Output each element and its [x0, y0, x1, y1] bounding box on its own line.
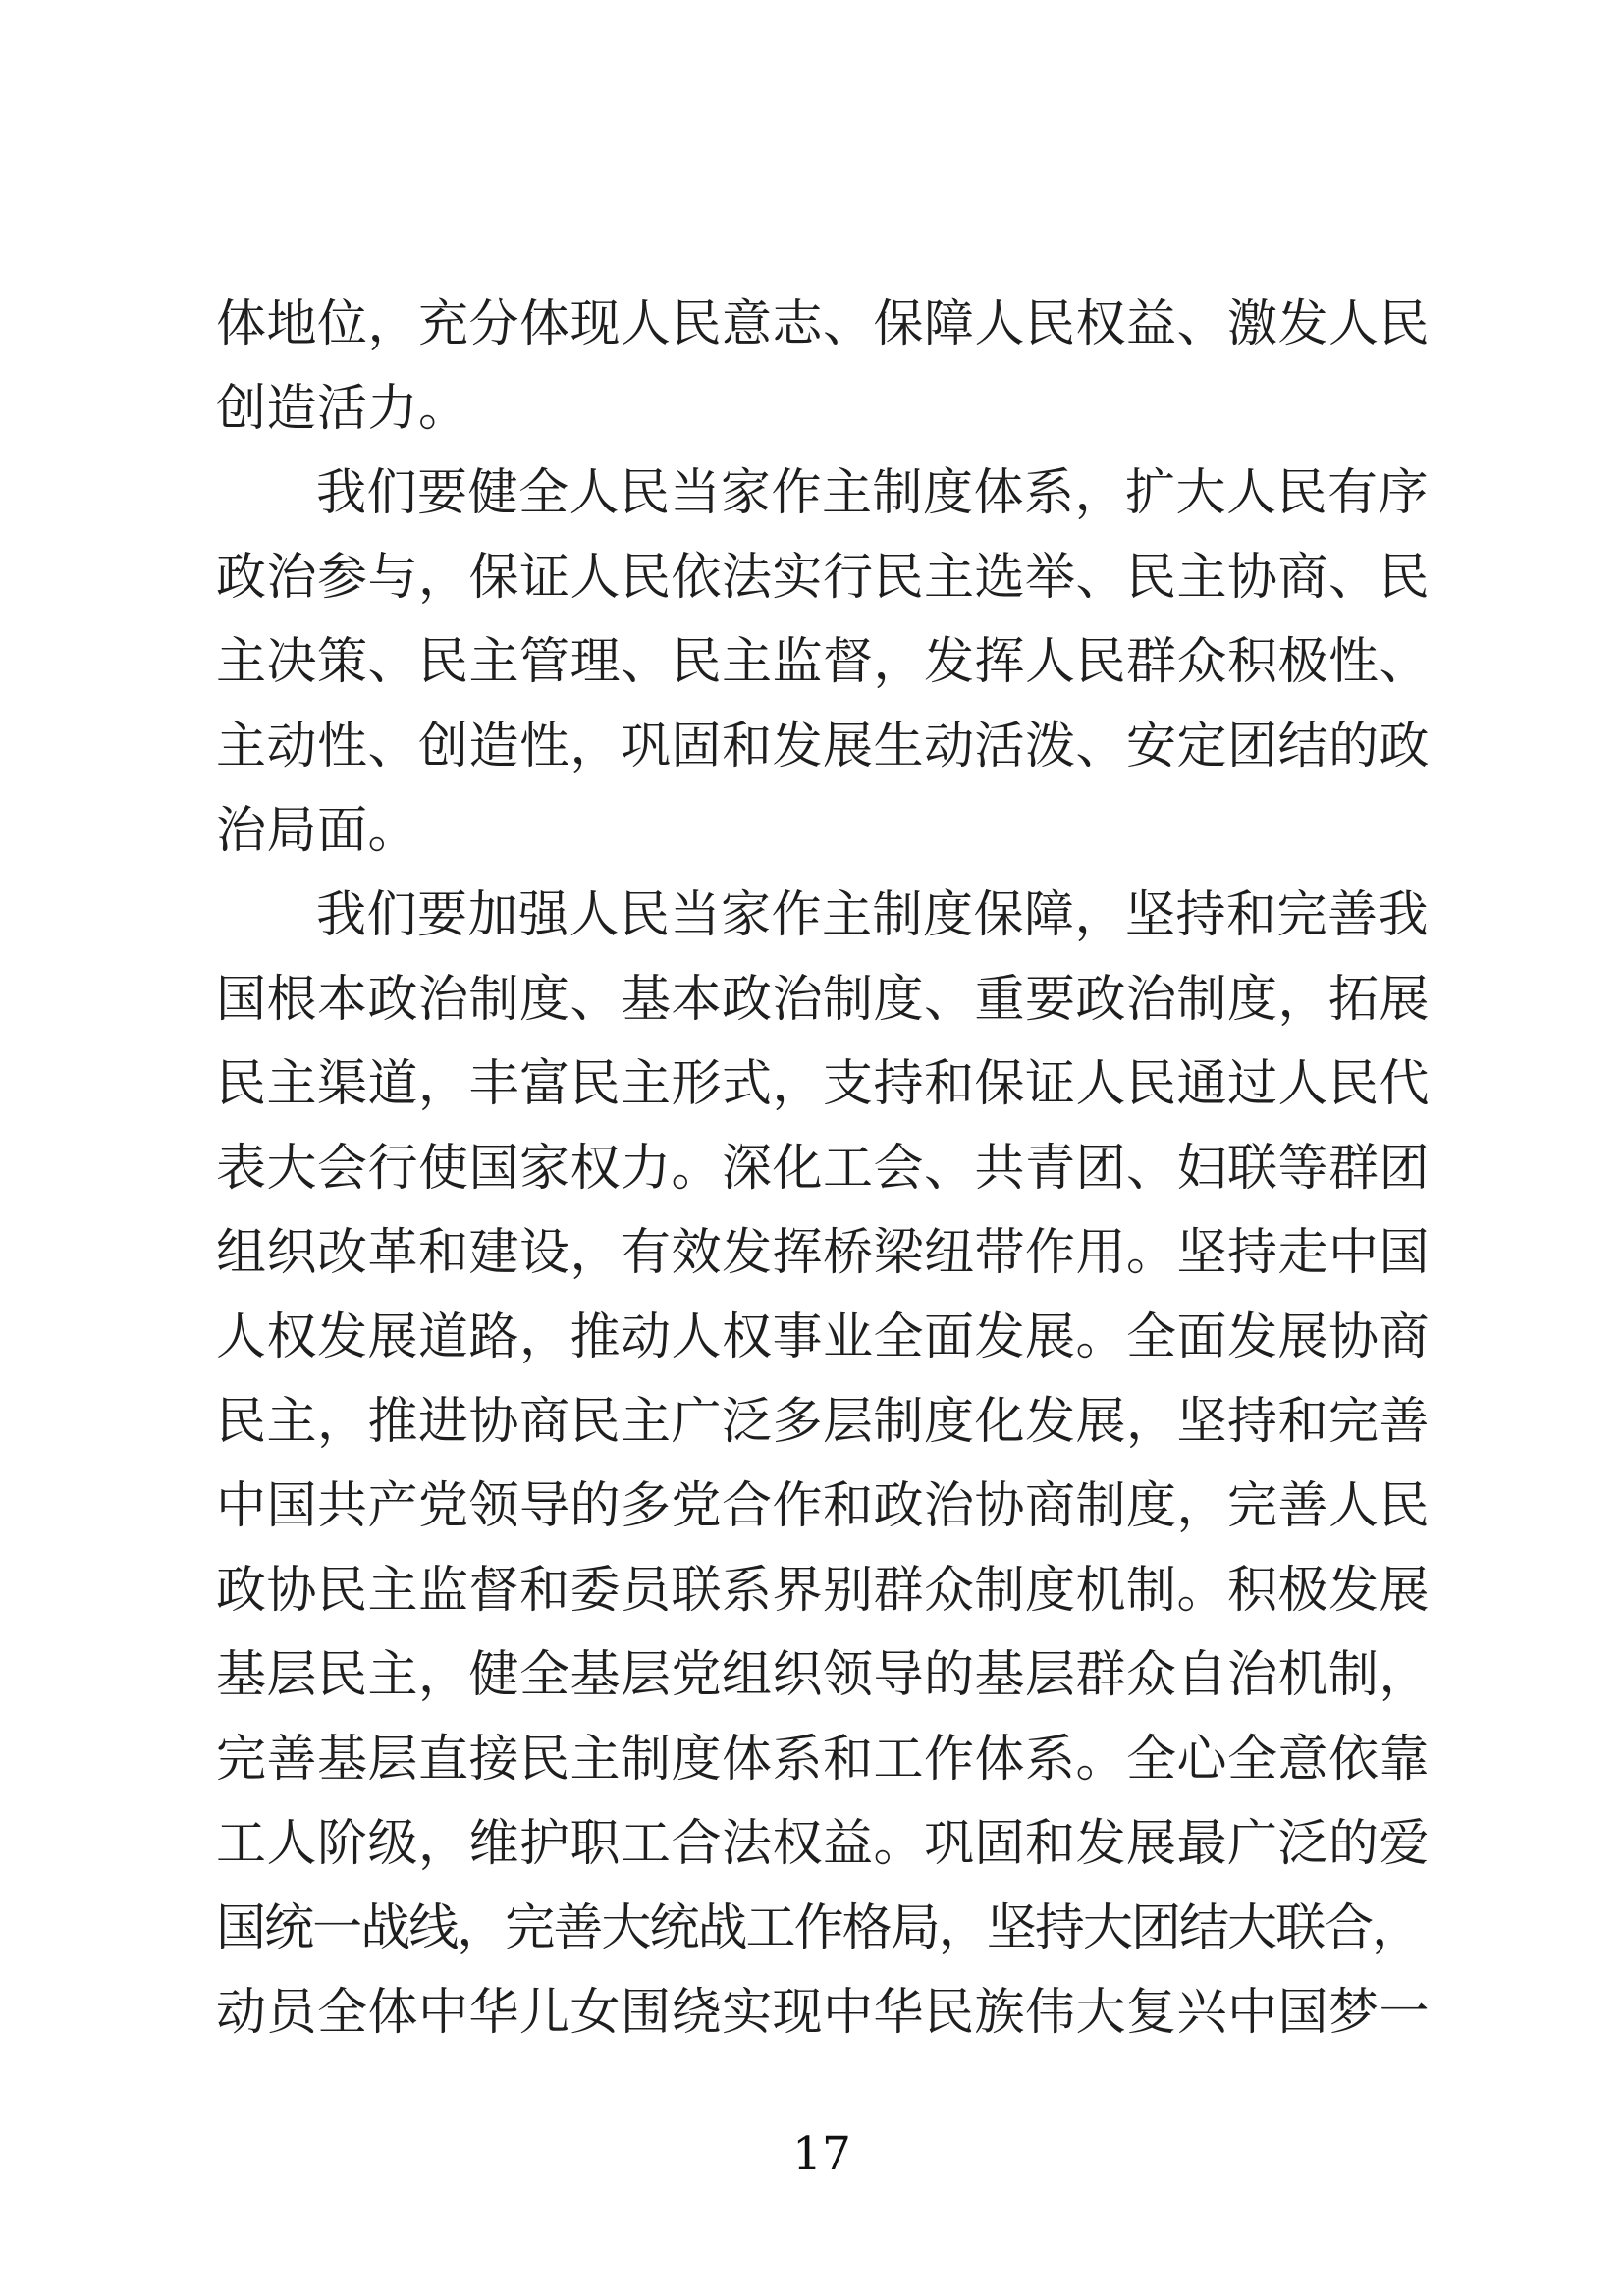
text-line: 中国共产党领导的多党合作和政治协商制度，完善人民 — [216, 1477, 1431, 1535]
text-line: 创造活力。 — [216, 380, 469, 438]
text-line: 民主渠道，丰富民主形式，支持和保证人民通过人民代 — [216, 1055, 1431, 1113]
text-line: 民主，推进协商民主广泛多层制度化发展，坚持和完善 — [216, 1393, 1431, 1451]
text-line: 我们要加强人民当家作主制度保障，坚持和完善我 — [316, 886, 1430, 944]
text-line: 主动性、创造性，巩固和发展生动活泼、安定团结的政 — [216, 718, 1431, 775]
text-line: 我们要健全人民当家作主制度体系，扩大人民有序 — [316, 464, 1430, 522]
text-line: 政治参与，保证人民依法实行民主选举、民主协商、民 — [216, 549, 1431, 607]
text-line: 表大会行使国家权力。深化工会、共青团、妇联等群团 — [216, 1140, 1431, 1198]
text-line: 人权发展道路，推动人权事业全面发展。全面发展协商 — [216, 1308, 1431, 1366]
text-line: 国根本政治制度、基本政治制度、重要政治制度，拓展 — [216, 971, 1431, 1029]
text-line: 动员全体中华儿女围绕实现中华民族伟大复兴中国梦一 — [216, 1984, 1431, 2042]
text-line: 基层民主，健全基层党组织领导的基层群众自治机制， — [216, 1646, 1431, 1704]
text-block — [216, 283, 1431, 2056]
text-line: 主决策、民主管理、民主监督，发挥人民群众积极性、 — [216, 633, 1431, 691]
text-line: 完善基层直接民主制度体系和工作体系。全心全意依靠 — [216, 1731, 1431, 1789]
text-line: 国统一战线，完善大统战工作格局，坚持大团结大联合， — [216, 1899, 1420, 1957]
text-line: 治局面。 — [216, 802, 419, 860]
text-line: 体地位，充分体现人民意志、保障人民权益、激发人民 — [216, 295, 1431, 353]
text-line: 工人阶级，维护职工合法权益。巩固和发展最广泛的爱 — [216, 1815, 1431, 1873]
text-line: 政协民主监督和委员联系界别群众制度机制。积极发展 — [216, 1562, 1431, 1620]
text-line: 组织改革和建设，有效发挥桥梁纽带作用。坚持走中国 — [216, 1224, 1431, 1282]
page-number: 17 — [792, 2127, 851, 2181]
